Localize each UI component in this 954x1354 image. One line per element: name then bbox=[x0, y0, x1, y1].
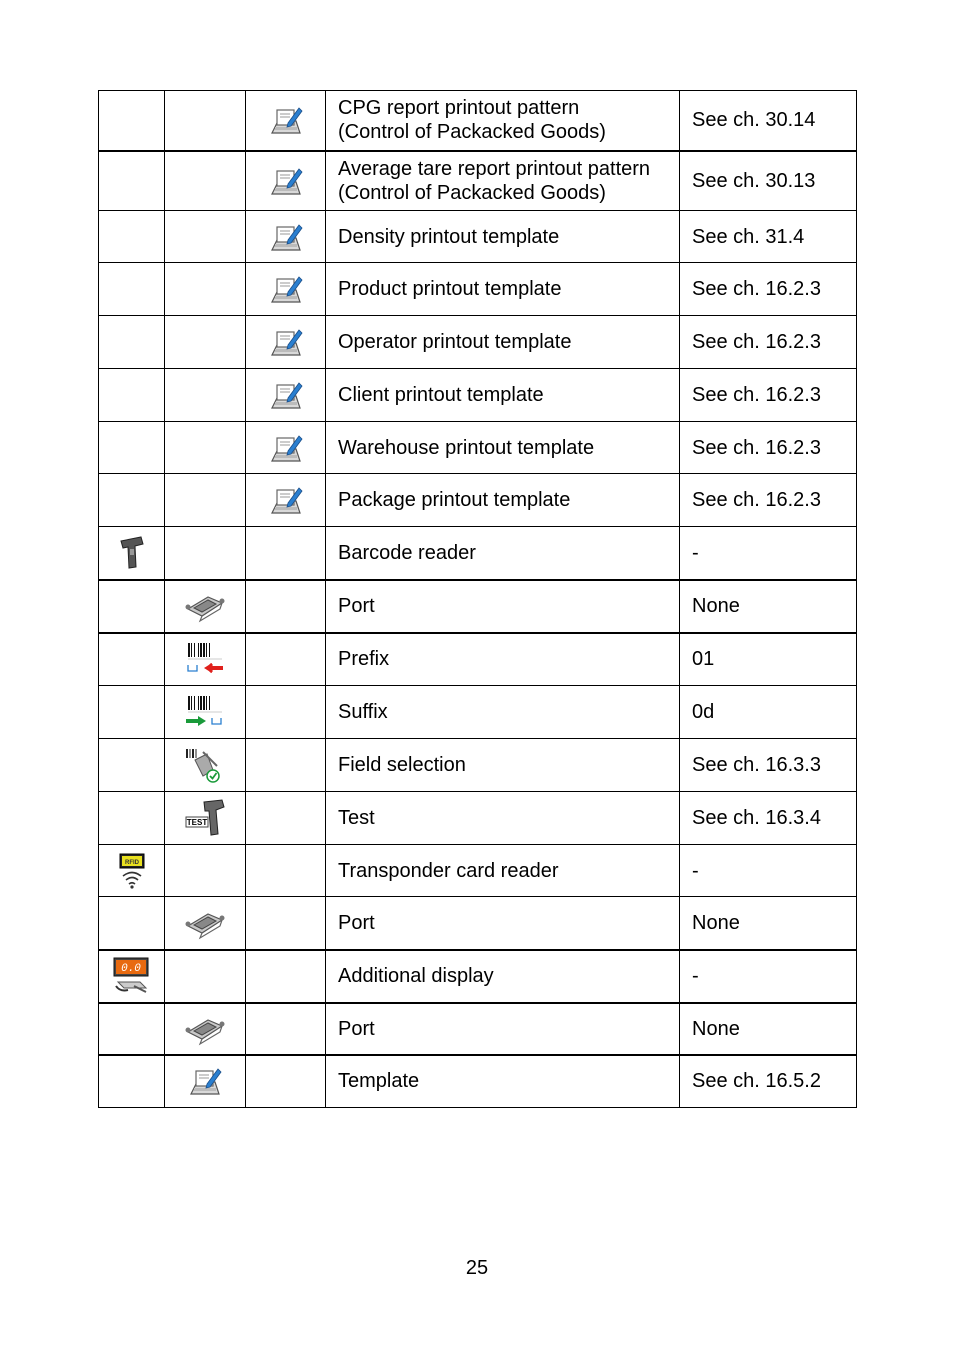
setting-name: CPG report printout pattern bbox=[338, 97, 580, 120]
setting-name-cell bbox=[326, 316, 680, 369]
display-digits: 0.0 bbox=[120, 963, 141, 975]
barcode-prefix-icon bbox=[165, 641, 245, 677]
setting-name: Product printout template bbox=[338, 278, 562, 300]
setting-name: Barcode reader bbox=[338, 541, 476, 564]
table-row bbox=[99, 580, 857, 633]
icon-cell bbox=[246, 151, 326, 211]
icon-cell bbox=[99, 686, 165, 739]
setting-name: Port bbox=[338, 1017, 375, 1040]
setting-value: - bbox=[680, 527, 857, 580]
table-row bbox=[99, 474, 857, 527]
setting-value: See ch. 16.3.3 bbox=[680, 739, 857, 792]
icon-cell bbox=[99, 474, 165, 527]
page-number: 25 bbox=[465, 1257, 489, 1279]
icon-cell bbox=[246, 1003, 326, 1055]
setting-value: See ch. 30.14 bbox=[680, 91, 857, 151]
setting-name: Transponder card reader bbox=[338, 859, 559, 882]
table-row bbox=[99, 633, 857, 686]
icon-cell bbox=[246, 422, 326, 474]
icon-cell bbox=[165, 527, 246, 580]
icon-cell bbox=[246, 316, 326, 369]
setting-value: 0d bbox=[680, 686, 857, 739]
icon-cell bbox=[99, 369, 165, 422]
icon-cell bbox=[99, 950, 165, 1003]
icon-cell bbox=[99, 316, 165, 369]
icon-cell bbox=[165, 151, 246, 211]
icon-cell bbox=[99, 739, 165, 792]
icon-cell bbox=[165, 263, 246, 316]
icon-cell bbox=[99, 633, 165, 686]
icon-cell bbox=[246, 950, 326, 1003]
icon-cell bbox=[165, 633, 246, 686]
setting-name: Template bbox=[338, 1070, 420, 1093]
icon-cell bbox=[246, 91, 326, 151]
icon-cell bbox=[165, 369, 246, 422]
setting-name: Prefix bbox=[338, 648, 390, 671]
setting-value: See ch. 16.2.3 bbox=[680, 263, 857, 316]
rfid-reader-icon bbox=[99, 852, 164, 890]
table-row bbox=[99, 1055, 857, 1108]
table-row bbox=[99, 845, 857, 897]
icon-cell bbox=[99, 792, 165, 845]
icon-cell bbox=[99, 1003, 165, 1055]
setting-value: See ch. 16.2.3 bbox=[680, 316, 857, 369]
setting-name: Average tare report printout pattern bbox=[338, 157, 651, 180]
icon-cell bbox=[165, 580, 246, 633]
template-edit-icon bbox=[246, 431, 325, 465]
additional-display-icon bbox=[99, 956, 164, 996]
template-edit-icon bbox=[246, 220, 325, 254]
icon-cell bbox=[99, 580, 165, 633]
setting-name-cell bbox=[326, 633, 680, 686]
setting-name-cell bbox=[326, 739, 680, 792]
icon-cell bbox=[246, 845, 326, 897]
setting-name: Operator printout template bbox=[338, 331, 572, 353]
template-edit-icon bbox=[246, 325, 325, 359]
setting-name-cell bbox=[326, 897, 680, 950]
setting-value: See ch. 16.5.2 bbox=[680, 1055, 857, 1108]
setting-name-cell bbox=[326, 1055, 680, 1108]
setting-name-cell bbox=[326, 686, 680, 739]
scanner-test-icon bbox=[165, 798, 245, 838]
table-row bbox=[99, 792, 857, 845]
icon-cell bbox=[165, 1055, 246, 1108]
table-row bbox=[99, 1003, 857, 1055]
setting-name-line2: (Control of Packacked Goods) bbox=[338, 181, 606, 204]
setting-name-line2: (Control of Packacked Goods) bbox=[338, 121, 606, 144]
icon-cell bbox=[165, 91, 246, 151]
table-row bbox=[99, 897, 857, 950]
table-row bbox=[99, 263, 857, 316]
setting-value: See ch. 16.3.4 bbox=[680, 792, 857, 845]
icon-cell bbox=[165, 316, 246, 369]
icon-cell bbox=[165, 739, 246, 792]
table-row bbox=[99, 739, 857, 792]
setting-name-cell bbox=[326, 580, 680, 633]
serial-port-icon bbox=[165, 589, 245, 623]
settings-table-body bbox=[99, 91, 857, 1108]
icon-cell bbox=[246, 1055, 326, 1108]
icon-cell bbox=[165, 897, 246, 950]
setting-name: Warehouse printout template bbox=[338, 436, 595, 459]
icon-cell bbox=[165, 1003, 246, 1055]
barcode-scanner-icon bbox=[99, 535, 164, 571]
rfid-label: RFID bbox=[124, 859, 139, 866]
icon-cell bbox=[246, 369, 326, 422]
barcode-suffix-icon bbox=[165, 694, 245, 730]
icon-cell bbox=[165, 845, 246, 897]
setting-value: None bbox=[680, 1003, 857, 1055]
icon-cell bbox=[246, 897, 326, 950]
icon-cell bbox=[246, 211, 326, 263]
setting-value: See ch. 16.2.3 bbox=[680, 474, 857, 527]
setting-name: Suffix bbox=[338, 701, 388, 723]
icon-cell bbox=[246, 474, 326, 527]
icon-cell bbox=[99, 422, 165, 474]
setting-name-cell bbox=[326, 845, 680, 897]
table-row bbox=[99, 316, 857, 369]
setting-value: None bbox=[680, 580, 857, 633]
template-edit-icon bbox=[246, 272, 325, 306]
template-edit-icon bbox=[246, 103, 325, 137]
icon-cell bbox=[246, 686, 326, 739]
serial-port-icon bbox=[165, 906, 245, 940]
test-label: TEST bbox=[186, 818, 208, 827]
icon-cell bbox=[165, 474, 246, 527]
setting-name-cell bbox=[326, 263, 680, 316]
icon-cell bbox=[165, 211, 246, 263]
template-edit-icon bbox=[246, 483, 325, 517]
icon-cell bbox=[246, 633, 326, 686]
setting-value: See ch. 31.4 bbox=[680, 211, 857, 263]
setting-name-cell bbox=[326, 91, 680, 151]
icon-cell bbox=[99, 263, 165, 316]
setting-name-cell bbox=[326, 369, 680, 422]
table-row bbox=[99, 422, 857, 474]
field-selection-icon bbox=[165, 746, 245, 784]
setting-value: 01 bbox=[680, 633, 857, 686]
setting-value: See ch. 16.2.3 bbox=[680, 369, 857, 422]
setting-name: Density printout template bbox=[338, 225, 560, 248]
icon-cell bbox=[99, 897, 165, 950]
setting-name-cell bbox=[326, 474, 680, 527]
icon-cell bbox=[99, 211, 165, 263]
icon-cell bbox=[165, 686, 246, 739]
setting-value: See ch. 16.2.3 bbox=[680, 422, 857, 474]
setting-name-cell bbox=[326, 1003, 680, 1055]
icon-cell bbox=[165, 950, 246, 1003]
setting-name: Additional display bbox=[338, 965, 494, 987]
setting-name: Field selection bbox=[338, 754, 466, 776]
setting-value: - bbox=[680, 845, 857, 897]
template-edit-icon bbox=[246, 378, 325, 412]
table-row bbox=[99, 151, 857, 211]
icon-cell bbox=[99, 1055, 165, 1108]
setting-name: Client printout template bbox=[338, 384, 544, 406]
table-row bbox=[99, 527, 857, 580]
table-row bbox=[99, 369, 857, 422]
icon-cell bbox=[246, 792, 326, 845]
setting-name-cell bbox=[326, 792, 680, 845]
setting-name-cell bbox=[326, 151, 680, 211]
icon-cell bbox=[246, 739, 326, 792]
table-row bbox=[99, 686, 857, 739]
setting-name-cell bbox=[326, 950, 680, 1003]
setting-name: Port bbox=[338, 595, 375, 617]
serial-port-icon bbox=[165, 1012, 245, 1046]
setting-name-cell bbox=[326, 211, 680, 263]
icon-cell bbox=[165, 792, 246, 845]
icon-cell bbox=[246, 263, 326, 316]
setting-name: Package printout template bbox=[338, 489, 571, 511]
setting-value: See ch. 30.13 bbox=[680, 151, 857, 211]
icon-cell bbox=[99, 845, 165, 897]
table-row bbox=[99, 950, 857, 1003]
icon-cell bbox=[246, 580, 326, 633]
setting-value: - bbox=[680, 950, 857, 1003]
setting-name: Port bbox=[338, 911, 375, 934]
icon-cell bbox=[99, 91, 165, 151]
icon-cell bbox=[99, 151, 165, 211]
setting-name: Test bbox=[338, 807, 375, 829]
icon-cell bbox=[99, 527, 165, 580]
table-row bbox=[99, 91, 857, 151]
setting-value: None bbox=[680, 897, 857, 950]
table-row bbox=[99, 211, 857, 263]
setting-name-cell bbox=[326, 527, 680, 580]
template-edit-icon bbox=[165, 1064, 245, 1098]
setting-name-cell bbox=[326, 422, 680, 474]
icon-cell bbox=[165, 422, 246, 474]
template-edit-icon bbox=[246, 164, 325, 198]
icon-cell bbox=[246, 527, 326, 580]
settings-table bbox=[98, 90, 857, 1108]
